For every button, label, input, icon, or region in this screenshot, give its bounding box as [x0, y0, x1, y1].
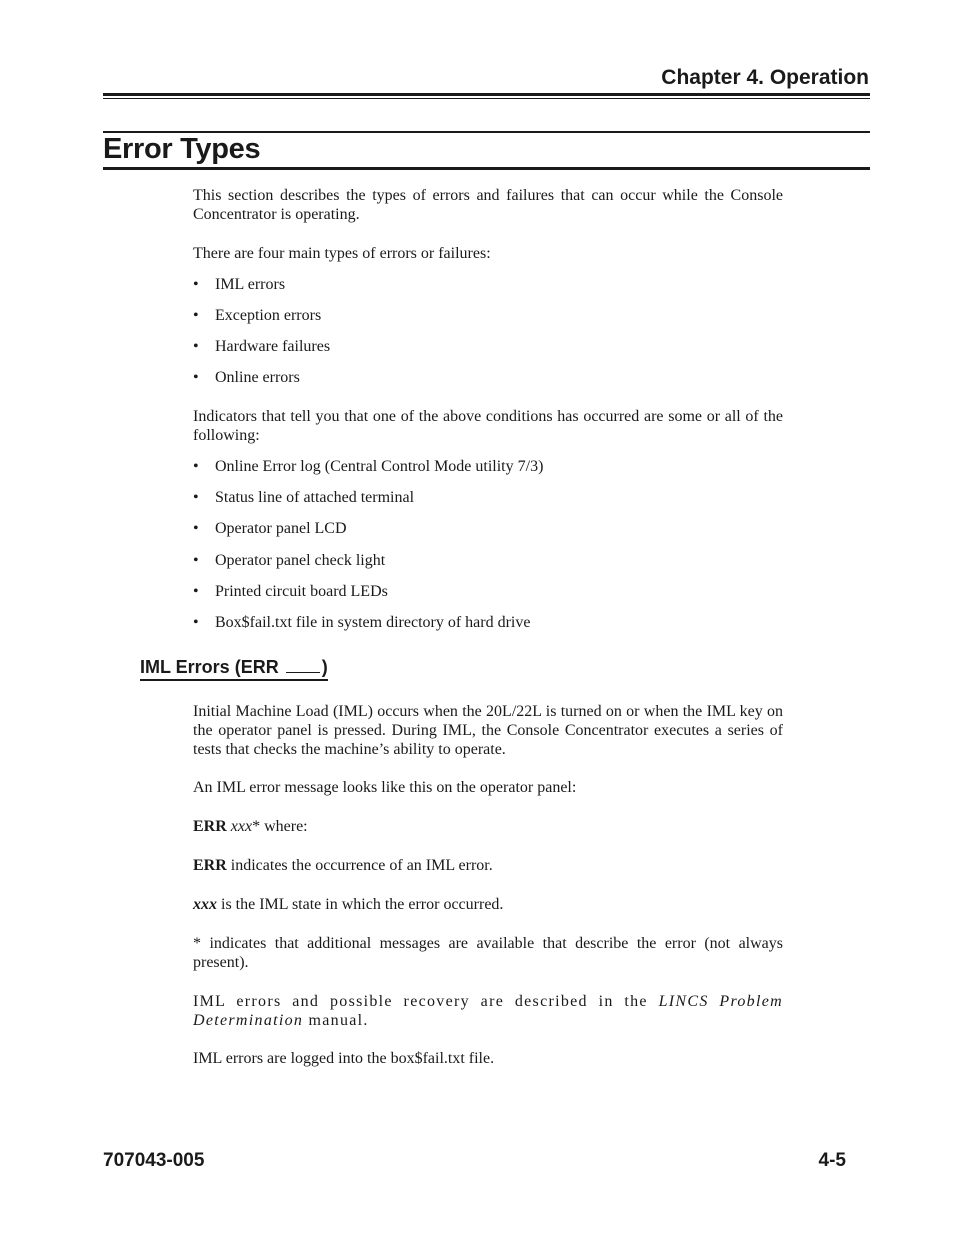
page-title: Error Types [103, 133, 261, 165]
error-format [193, 817, 783, 836]
list-item-text: Exception errors [215, 307, 322, 324]
section-paragraph-2 [193, 778, 783, 797]
list-item-text: IML errors [215, 276, 286, 293]
definition-term: xxx [193, 896, 217, 913]
paragraph: Indicators that tell you that one of the above conditions has occurred are some or all of the following: [193, 408, 783, 444]
definition-text: indicates the occurrence of an IML error. [226, 857, 493, 874]
paragraph [193, 992, 783, 1030]
list-item-text: Status line of attached terminal [215, 489, 415, 506]
definition-xxx [193, 895, 783, 914]
definition-text: is the IML state in which the error occurred. [217, 896, 504, 913]
list-item: • Operator panel check light [193, 552, 386, 569]
doc-number: 707043-005 [103, 1150, 205, 1171]
list-item: • Printed circuit board LEDs [193, 583, 388, 600]
intro-paragraph-3 [193, 407, 783, 445]
logged-paragraph [193, 1049, 783, 1068]
page-number: 4-5 [818, 1150, 846, 1171]
list-item-text: Operator panel check light [215, 552, 386, 569]
format-xxx: xxx [230, 818, 253, 835]
section-heading-text: IML Errors (ERR [140, 657, 284, 677]
list-item-text: Online Error log (Central Control Mode utility 7/3) [215, 458, 544, 475]
section-paragraph-1 [193, 702, 783, 759]
list-item: • Hardware failures [193, 338, 331, 355]
definition-term: ERR [193, 857, 227, 874]
list-item: • Online errors [193, 369, 300, 386]
paragraph: An IML error message looks like this on the operator panel: [193, 779, 577, 796]
paragraph: There are four main types of errors or failures: [193, 245, 491, 262]
list-item: • Box$fail.txt file in system directory of hard drive [193, 614, 531, 631]
header-rule-thick [103, 93, 870, 96]
list-item-text: Online errors [215, 369, 300, 386]
format-err: ERR [193, 818, 227, 835]
list-item-text: Operator panel LCD [215, 520, 347, 537]
definition-star [193, 934, 783, 972]
list-item-text: Box$fail.txt file in system directory of hard drive [215, 614, 531, 631]
paragraph: Initial Machine Load (IML) occurs when the 20L/22L is turned on or when the IML key on the operator panel is pressed. During IML, the Console Concentrator executes a series of tests that checks the machine’s ability to operate. [193, 703, 783, 758]
recovery-text-end: manual. [303, 1012, 369, 1029]
paragraph: This section describes the types of errors and failures that can occur while the Console Concentrator is operating. [193, 187, 783, 223]
format-rest: * where: [252, 818, 308, 835]
paragraph: * indicates that additional messages are available that describe the error (not always present). [193, 935, 783, 971]
manual-title: LINCS Problem Determination [193, 993, 783, 1029]
paragraph: IML errors are logged into the box$fail.txt file. [193, 1050, 495, 1067]
list-item: • IML errors [193, 276, 286, 293]
definition-err [193, 856, 783, 875]
section-heading [140, 657, 328, 681]
list-item-text: Printed circuit board LEDs [215, 583, 388, 600]
heading-blank-line [286, 658, 320, 673]
recovery-paragraph [193, 992, 783, 1030]
title-rule-bottom [103, 167, 870, 170]
chapter-header: Chapter 4. Operation [661, 66, 869, 89]
intro-paragraph-2 [193, 244, 783, 263]
section-heading-close: ) [321, 657, 328, 677]
list-item: • Operator panel LCD [193, 520, 347, 537]
intro-paragraph-1 [193, 186, 783, 224]
list-item-text: Hardware failures [215, 338, 331, 355]
header-rule-thin [103, 98, 870, 99]
list-item: • Exception errors [193, 307, 322, 324]
list-item: • Status line of attached terminal [193, 489, 415, 506]
recovery-text: IML errors and possible recovery are described in the [193, 993, 659, 1010]
list-item: • Online Error log (Central Control Mode utility 7/3) [193, 458, 544, 475]
